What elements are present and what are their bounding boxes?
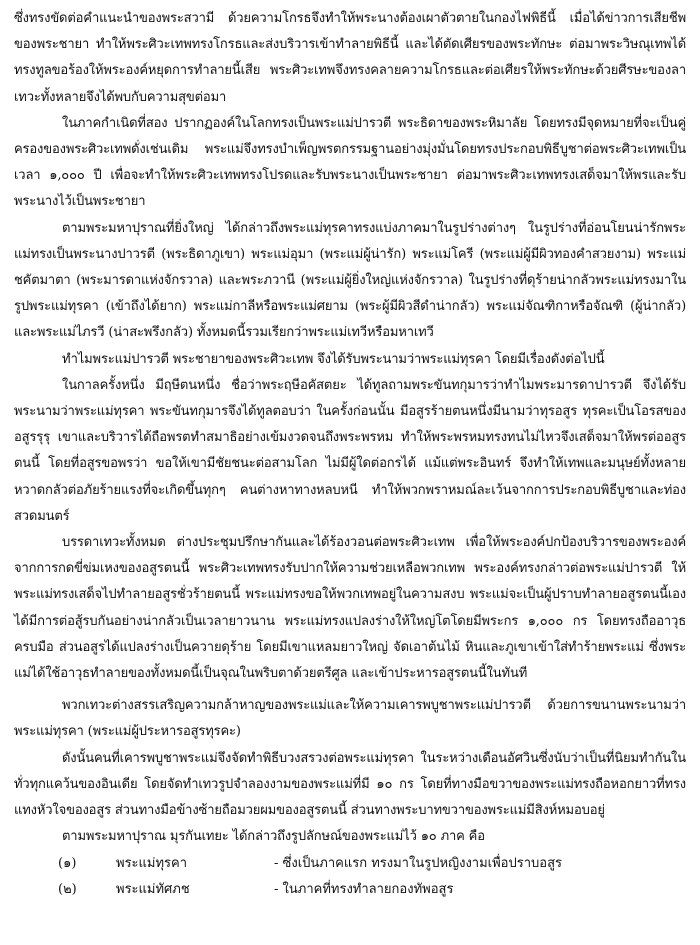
list-item-number: (๒)	[58, 881, 77, 897]
list-item-name: พระแม่ทัศภช	[116, 881, 190, 897]
paragraph-6: บรรดาเทวะทั้งหมด ต่างประชุมปรึกษากันและได้ร้องวอนต่อพระศิวะเทพ เพื่อให้พระองค์ปกป้องบริวารของพระองค์จากการกดขี่ข่มเหงของอสูรตนนี้ พระศิวะเทพทรงรับปากให้ความช่วยเหลือพวกเทพ พระองค์ทรงกล่าวต่อพระแม่ปารวตี ให้พระแม่ทรงเสด็จไปทำลายอสูรชั่วร้ายตนนี้ พระแม่ทรงขอให้พวกเทพอยู่ในความสงบ พระแม่จะเป็นผู้ปราบทำลายอสูรตนนี้เอง ได้มีการต่อสู้รบกันอย่างน่ากลัวเป็นเวลายาวนาน พระแม่ทรงแปลงร่างให้ใหญ่โตโดยมีพระกร ๑,๐๐๐ กร โดยทรงถืออาวุธครบมือ ส่วนอสูรได้แปลงร่างเป็นควายดุร้าย โดยมีเขาแหลมยาวใหญ่ จัดเอาต้นไม้ หินและภูเขาเข้าใส่ทำร้ายพระแม่ ซึ่งพระแม่ได้ใช้อาวุธทำลายของทั้งหมดนี้เป็นจุณในพริบตาด้วยตรีศูล และเข้าประหารอสูรตนนี้ในทันที	[14, 535, 686, 682]
paragraph-1: ซึ่งทรงขัดต่อคำแนะนำของพระสวามี ด้วยความโกรธจึงทำให้พระนางต้องเผาตัวตายในกองไฟพิธีนี้ เมื่อได้ข่าวการเสียชีพของพระชายา ทำให้พระศิวะเทพทรงโกรธและส่งบริวารเข้าทำลายพิธีนี้ และได้ตัดเศียรของพระทักษะ ต่อมาพระวิษณุเทพได้ทรงทูลขอร้องให้พระองค์หยุดการทำลายนี้เสีย พระศิวะเทพจึงทรงคลายความโกรธและต่อเศียรให้พระทักษะด้วยศีรษะของลา เทวะทั้งหลายจึงได้พบกับความสุขต่อมา	[14, 11, 686, 105]
list-item-description: - ในภาคที่ทรงทำลายกองทัพอสูร	[274, 881, 454, 897]
list-item	[14, 877, 686, 903]
paragraph-3: ตามพระมหาปุราณที่ยิ่งใหญ่ ได้กล่าวถึงพระแม่ทุรคาทรงแบ่งภาคมาในรูปร่างต่างๆ ในรูปร่างที่อ่อนโยนน่ารักพระแม่ทรงเป็นพระนางปาวรตี (พระธิดาภูเขา) พระแม่อุมา (พระแม่ผู้น่ารัก) พระแม่โครี (พระแม่ผู้มีผิวทองคำสวยงาม) พระแม่ชคัตมาตา (พระมารดาแห่งจักรวาล) และพระภวานี (พระแม่ผู้ยิ่งใหญ่แห่งจักรวาล) ในรูปร่างที่ดุร้ายน่ากลัวพระแม่ทรงมาในรูปพระแม่ทุรคา (เข้าถึงได้ยาก) พระแม่กาลีหรือพระแม่ศยาม (พระผู้มีผิวสีดำน่ากลัว) พระแม่จัณฑิกาหรือจัณฑิ (ผู้น่ากลัว) และพระแม่ไภรวี (น่าสะพรึงกลัว) ทั้งหมดนี้รวมเรียกว่าพระแม่เทวีหรือมหาเทวี	[14, 220, 686, 341]
paragraph-4: ทำไมพระแม่ปารวตี พระชายาของพระศิวะเทพ จึงได้รับพระนามว่าพระแม่ทุรคา โดยมีเรื่องดังต่อไปนี้	[62, 351, 605, 367]
paragraph-8: ดังนั้นคนที่เคารพบูชาพระแม่จึงจัดทำพิธีบวงสรวงต่อพระแม่ทุรคา ในระหว่างเดือนอัศวินซึ่งนับว่าเป็นที่นิยมทำกันในทั่วทุกแคว้นของอินเดีย โดยจัดทำเทวรูปจำลองงามของพระแม่ที่มี ๑๐ กร โดยที่ทางมือขวาของพระแม่ทรงถือหอกยาวที่ทรงแทงหัวใจของอสูร ส่วนทางมือข้างซ้ายถือมวยผมของอสูรตนนี้ ส่วนทางพระบาทขวาของพระแม่มีสิงห์หมอบอยู่	[14, 750, 686, 819]
paragraph-7: พวกเทวะต่างสรรเสริญความกล้าหาญของพระแม่และให้ความเคารพบูชาพระแม่ปารวตี ด้วยการขนานพระนามว่า พระแม่ทุรคา (พระแม่ผู้ประหารอสูรทุรคะ)	[14, 698, 686, 740]
list-item-number: (๑)	[58, 855, 77, 871]
list-item	[14, 851, 686, 877]
paragraph-9: ตามพระมหาปุราณ มุรกันเทยะ ได้กล่าวถึงรูปลักษณ์ของพระแม่ไว้ ๑๐ ภาค คือ	[62, 829, 485, 845]
paragraph-2: ในภาคกำเนิดที่สอง ปรากฏองค์ในโลกทรงเป็นพระแม่ปารวตี พระธิดาของพระหิมาลัย โดยทรงมีจุดหมายที่จะเป็นคู่ครองของพระศิวะเทพดั่งเช่นเดิม พระแม่จึงทรงบำเพ็ญพรตกรรมฐานอย่างมุ่งมั่นโดยทรงประกอบพิธีบูชาต่อพระศิวะเทพเป็นเวลา ๑,๐๐๐ ปี เพื่อจะทำให้พระศิวะเทพทรงโปรดและรับพระนางเป็นพระชายา ต่อมาพระศิวะเทพทรงเสด็จมาให้พรและรับพระนางไว้เป็นพระชายา	[14, 115, 686, 210]
list-item-name: พระแม่ทุรคา	[116, 855, 188, 871]
list-item-description: - ซึ่งเป็นภาคแรก ทรงมาในรูปหญิงงามเพื่อปราบอสูร	[274, 855, 562, 871]
paragraph-5: ในกาลครั้งหนึ่ง มีฤษีตนหนึ่ง ชื่อว่าพระฤษีอคัสตยะ ได้ทูลถามพระขันทกุมารว่าทำไมพระมารดาปารวตี จึงได้รับพระนามว่าพระแม่ทุรคา พระขันทกุมารจึงได้ทูลตอบว่า ในครั้งก่อนนั้น มีอสูรร้ายตนหนึ่งมีนามว่าทุรอสูร ทุรคะเป็นโอรสของอสูรรุรุ เขาและบริวารได้ถือพรตทำสมาธิอย่างเข้มงวดจนถึงพระพรหม ทำให้พระพรหมทรงทนไม่ไหวจึงเสด็จมาให้พรต่ออสูรตนนี้ โดยที่อสูรขอพรว่า ขอให้เขามีชัยชนะต่อสามโลก ไม่มีผู้ใดต่อกรได้ แม้แต่พระอินทร์ จึงทำให้เทพและมนุษย์ทั้งหลายหวาดกลัวต่อภัยร้ายแรงที่จะเกิดขึ้นทุกๆ คนต่างหาทางหลบหนี ทำให้พวกพราหมณ์ละเว้นจากการประกอบพิธีบูชาและท่องสวดมนตร์	[14, 377, 686, 524]
